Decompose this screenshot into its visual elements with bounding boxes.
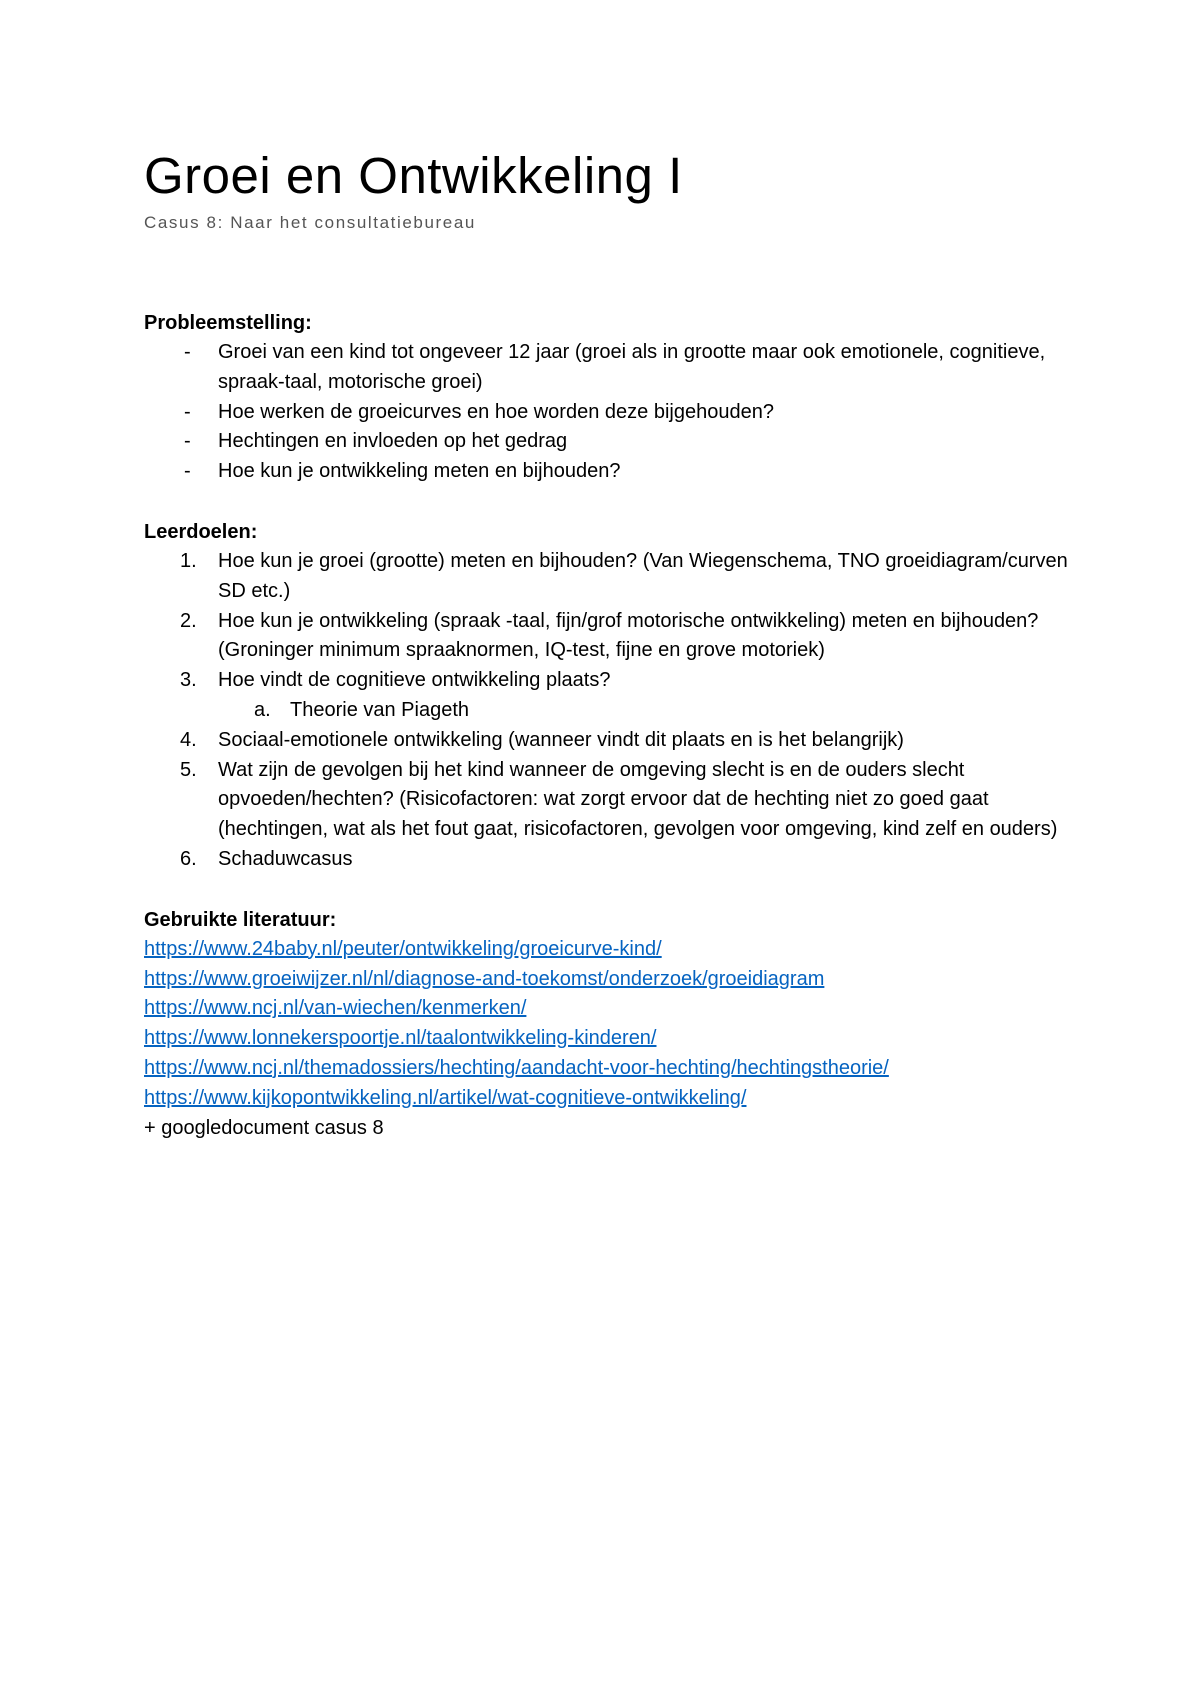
literature-link[interactable]: https://www.lonnekerspoortje.nl/taalontwikkeling-kinderen/ [144, 1027, 657, 1050]
list-item: 3. Hoe vindt de cognitieve ontwikkeling plaats? [180, 669, 611, 692]
list-item: 5. Wat zijn de gevolgen bij het kind wanneer de omgeving slecht is en de ouders slecht opvoeden/hechten? (Risicofactoren: wat zorgt ervoor dat de hechting niet zo goed gaat (hechtingen, wat als het fout gaat, risicofactoren, gevolgen voor omgeving, kind zelf en ouders) [180, 758, 1058, 841]
literature-extra: + googledocument casus 8 [144, 1116, 384, 1139]
leerdoelen-list-continued [144, 726, 1080, 875]
dash-marker: - [184, 430, 191, 453]
list-item: 6. Schaduwcasus [180, 847, 353, 870]
literature-link[interactable]: https://www.kijkopontwikkeling.nl/artikel/wat-cognitieve-ontwikkeling/ [144, 1086, 747, 1109]
probleemstelling-list [144, 338, 1080, 487]
literature-link[interactable]: https://www.ncj.nl/themadossiers/hechting/aandacht-voor-hechting/hechtingstheorie/ [144, 1056, 889, 1079]
section-literatuur [144, 905, 1080, 1144]
list-item: - Hoe werken de groeicurves en hoe worden deze bijgehouden? [144, 398, 1080, 428]
list-item: - Groei van een kind tot ongeveer 12 jaar (groei als in grootte maar ook emotionele, cognitieve, spraak-taal, motorische groei) [144, 338, 1080, 398]
page-subtitle: Casus 8: Naar het consultatiebureau [144, 213, 476, 232]
literature-link[interactable]: https://www.ncj.nl/van-wiechen/kenmerken/ [144, 997, 527, 1020]
dash-marker: - [184, 460, 191, 483]
literatuur-links [144, 935, 1080, 1114]
section-probleemstelling [144, 308, 1080, 487]
list-item: - Hechtingen en invloeden op het gedrag [144, 427, 1080, 457]
literature-link[interactable]: https://www.groeiwijzer.nl/nl/diagnose-and-toekomst/onderzoek/groeidiagram [144, 967, 825, 990]
leerdoelen-list [144, 547, 1080, 696]
literature-link[interactable]: https://www.24baby.nl/peuter/ontwikkeling/groeicurve-kind/ [144, 937, 662, 960]
list-item: 4. Sociaal-emotionele ontwikkeling (wanneer vindt dit plaats en is het belangrijk) [180, 728, 904, 751]
list-item: a. Theorie van Piageth [254, 698, 470, 721]
leerdoelen-sublist [144, 696, 1080, 726]
list-item: 2. Hoe kun je ontwikkeling (spraak -taal, fijn/grof motorische ontwikkeling) meten en bijhouden? (Groninger minimum spraaknormen, IQ-test, fijne en grove motoriek) [180, 609, 1039, 662]
section-heading: Gebruikte literatuur: [144, 908, 337, 931]
page-title: Groei en Ontwikkeling I [144, 147, 683, 204]
section-heading: Probleemstelling: [144, 312, 312, 334]
section-leerdoelen [144, 517, 1080, 875]
dash-marker: - [184, 341, 191, 363]
section-heading: Leerdoelen: [144, 520, 258, 543]
dash-marker: - [184, 400, 191, 423]
list-item: - Hoe kun je ontwikkeling meten en bijhouden? [144, 457, 1080, 487]
list-item: 1. Hoe kun je groei (grootte) meten en bijhouden? (Van Wiegenschema, TNO groeidiagram/curven SD etc.) [180, 549, 1068, 602]
